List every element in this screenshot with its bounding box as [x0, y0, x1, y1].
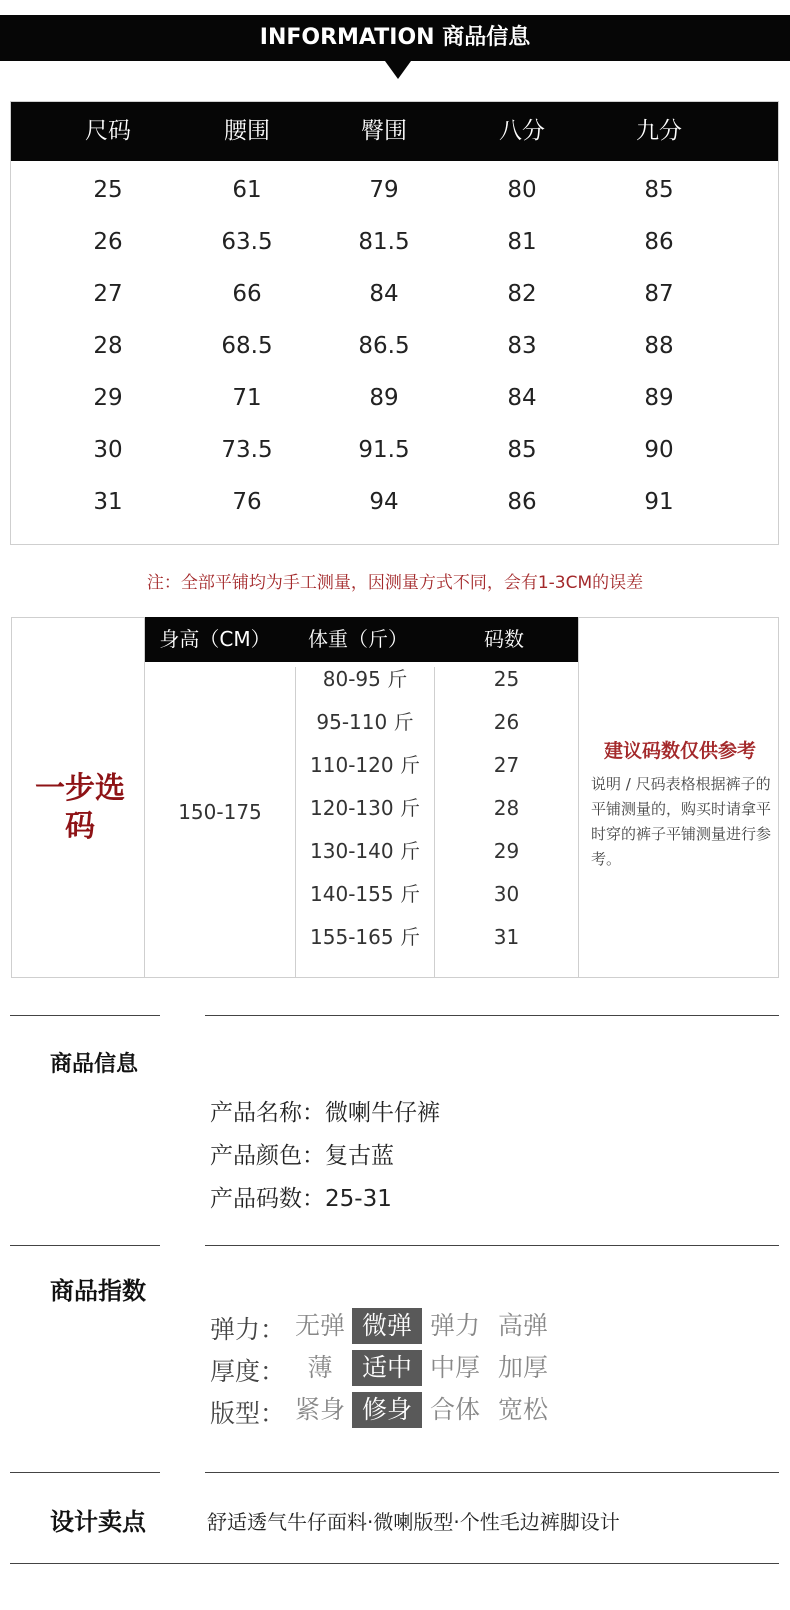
- elasticity-option: 高弹: [497, 1311, 548, 1340]
- cell-eighth-length: 84: [507, 385, 537, 411]
- weight-range: 140-155 斤: [310, 882, 420, 906]
- cell-ninth-length: 91: [644, 489, 674, 515]
- selector-header-height: 身高（CM）: [159, 627, 271, 651]
- selector-divider: [144, 617, 145, 978]
- header-size: 尺码: [85, 118, 131, 144]
- cell-waist: 63.5: [221, 229, 273, 255]
- cell-size: 27: [93, 281, 123, 307]
- header-waist: 腰围: [224, 118, 270, 144]
- section-divider: [205, 1015, 779, 1016]
- product-index-title: 商品指数: [50, 1277, 146, 1305]
- weight-range: 95-110 斤: [316, 710, 414, 734]
- cell-ninth-length: 89: [644, 385, 674, 411]
- recommended-size: 31: [493, 925, 520, 949]
- cell-waist: 68.5: [221, 333, 273, 359]
- height-range: 150-175: [178, 800, 262, 824]
- table-row: [11, 164, 778, 216]
- measurement-note: 注：全部平铺均为手工测量，因测量方式不同，会有1-3CM的误差: [146, 573, 644, 593]
- cell-ninth-length: 90: [644, 437, 674, 463]
- section-divider: [10, 1015, 160, 1016]
- cell-hip: 79: [369, 177, 399, 203]
- advice-title: 建议码数仅供参考: [603, 740, 756, 762]
- elasticity-option: 微弹: [352, 1308, 422, 1344]
- cell-ninth-length: 85: [644, 177, 674, 203]
- section-divider: [10, 1245, 160, 1246]
- table-row: [11, 268, 778, 320]
- cell-hip: 86.5: [358, 333, 410, 359]
- cell-hip: 81.5: [358, 229, 410, 255]
- one-step-size-label: 一步选码: [35, 771, 125, 844]
- section-divider: [205, 1245, 779, 1246]
- fit-option: 宽松: [497, 1395, 548, 1424]
- cell-eighth-length: 86: [507, 489, 537, 515]
- cell-waist: 61: [232, 177, 262, 203]
- cell-waist: 73.5: [221, 437, 273, 463]
- size-table: [10, 101, 779, 545]
- thickness-option: 适中: [352, 1350, 422, 1386]
- banner-arrow-icon: [385, 61, 411, 79]
- cell-waist: 76: [232, 489, 262, 515]
- weight-range: 80-95 斤: [322, 667, 408, 691]
- design-text: 舒适透气牛仔面料·微喇版型·个性毛边裤脚设计: [207, 1510, 620, 1534]
- header-ninth-length: 九分: [636, 118, 682, 144]
- thickness-option: 薄: [307, 1353, 333, 1382]
- recommended-size: 26: [493, 710, 520, 734]
- banner-title: INFORMATION 商品信息: [259, 25, 531, 50]
- weight-range: 120-130 斤: [310, 796, 420, 820]
- cell-eighth-length: 81: [507, 229, 537, 255]
- header-eighth-length: 八分: [499, 118, 545, 144]
- table-row: [11, 320, 778, 372]
- recommended-size: 27: [493, 753, 520, 777]
- weight-range: 110-120 斤: [310, 753, 420, 777]
- recommended-size: 25: [493, 667, 520, 691]
- product-color-line: 产品颜色：复古蓝: [210, 1143, 394, 1169]
- section-divider: [10, 1472, 160, 1473]
- cell-size: 30: [93, 437, 123, 463]
- elasticity-option: 弹力: [429, 1311, 480, 1340]
- elasticity-option: 无弹: [294, 1311, 345, 1340]
- product-info-title: 商品信息: [50, 1052, 139, 1077]
- table-row: [11, 216, 778, 268]
- section-divider: [10, 1563, 779, 1564]
- thickness-option: 中厚: [429, 1353, 480, 1382]
- cell-waist: 66: [232, 281, 262, 307]
- cell-hip: 91.5: [358, 437, 410, 463]
- cell-ninth-length: 86: [644, 229, 674, 255]
- thickness-option: 加厚: [497, 1353, 548, 1382]
- cell-ninth-length: 87: [644, 281, 674, 307]
- table-row: [11, 372, 778, 424]
- design-title: 设计卖点: [50, 1508, 146, 1536]
- cell-size: 26: [93, 229, 123, 255]
- cell-size: 28: [93, 333, 123, 359]
- weight-range: 155-165 斤: [310, 925, 420, 949]
- recommended-size: 30: [493, 882, 520, 906]
- advice-text: 说明 / 尺码表格根据裤子的平铺测量的，购买时请拿平时穿的裤子平铺测量进行参考。: [591, 775, 772, 868]
- elasticity-label: 弹力：: [210, 1315, 286, 1344]
- fit-option: 修身: [352, 1392, 422, 1428]
- recommended-size: 29: [493, 839, 520, 863]
- cell-size: 29: [93, 385, 123, 411]
- table-row: [11, 424, 778, 476]
- product-size-line: 产品码数：25-31: [210, 1186, 392, 1212]
- table-row: [11, 476, 778, 528]
- cell-eighth-length: 80: [507, 177, 537, 203]
- selector-divider: [578, 617, 579, 978]
- recommended-size: 28: [493, 796, 520, 820]
- header-hip: 臀围: [361, 118, 407, 144]
- thickness-label: 厚度：: [210, 1357, 286, 1386]
- fit-label: 版型：: [210, 1399, 286, 1428]
- weight-range: 130-140 斤: [310, 839, 420, 863]
- cell-hip: 94: [369, 489, 399, 515]
- cell-hip: 84: [369, 281, 399, 307]
- cell-eighth-length: 85: [507, 437, 537, 463]
- fit-option: 紧身: [294, 1395, 345, 1424]
- cell-size: 31: [93, 489, 123, 515]
- selector-header-weight: 体重（斤）: [308, 627, 408, 651]
- size-table-header: [11, 102, 778, 161]
- cell-ninth-length: 88: [644, 333, 674, 359]
- selector-header-size: 码数: [484, 627, 524, 651]
- section-divider: [205, 1472, 779, 1473]
- cell-eighth-length: 83: [507, 333, 537, 359]
- fit-option: 合体: [429, 1395, 480, 1424]
- cell-waist: 71: [232, 385, 262, 411]
- cell-size: 25: [93, 177, 123, 203]
- cell-hip: 89: [369, 385, 399, 411]
- product-name-line: 产品名称：微喇牛仔裤: [210, 1100, 440, 1126]
- cell-eighth-length: 82: [507, 281, 537, 307]
